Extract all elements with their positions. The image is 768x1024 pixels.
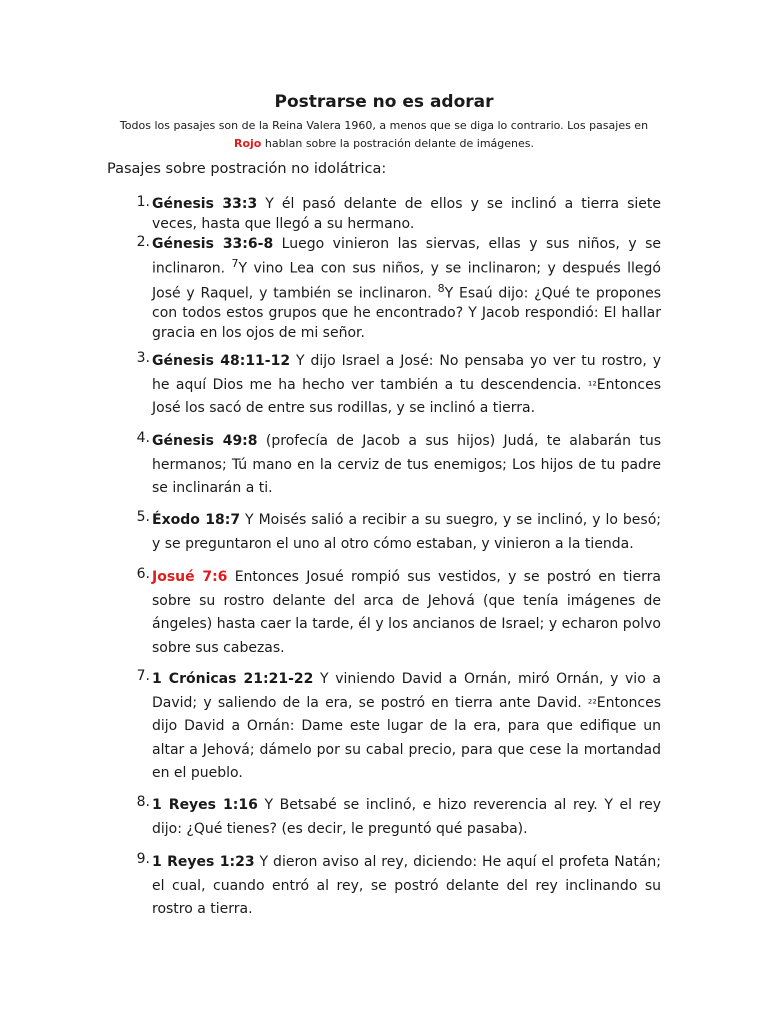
bible-reference: Génesis 33:6-8 [152, 236, 274, 252]
subtitle-red-word: Rojo [234, 137, 262, 150]
list-item-9 [120, 851, 661, 922]
bible-reference: Génesis 49:8 [152, 433, 258, 449]
list-item-6 [120, 566, 661, 660]
item-number: 7. [136, 668, 150, 684]
list-item-1 [120, 194, 661, 234]
item-number: 1. [136, 194, 150, 210]
subtitle-line2: hablan sobre la postración delante de imágenes. [261, 137, 534, 150]
verse-number: ²² [587, 696, 597, 710]
passage-text: Luego vinieron las siervas, ellas y sus niños, y se inclinaron. [152, 236, 661, 277]
bible-reference: Éxodo 18:7 [152, 512, 241, 528]
list-item-7 [120, 668, 661, 786]
item-text [152, 194, 661, 234]
passage-text: Entonces Josué rompió sus vestidos, y se postró en tierra sobre su rostro delante del arca de Jehová (que tenía imágenes de ángeles) hasta caer la tarde, él y los ancianos de Israel; y echaron polvo sobre sus cabezas. [152, 569, 662, 656]
bible-reference: Josué 7:6 [152, 569, 228, 585]
list-item-2 [120, 234, 661, 343]
list-item-3 [120, 350, 661, 421]
passage-text: Entonces José los sacó de entre sus rodillas, y se inclinó a tierra. [152, 376, 661, 416]
item-text [152, 350, 661, 421]
item-number: 4. [136, 430, 150, 446]
passage-text: Y Betsabé se inclinó, e hizo reverencia al rey. Y el rey dijo: ¿Qué tienes? (es decir, le preguntó qué pasaba). [152, 797, 662, 837]
item-text [152, 668, 661, 786]
passage-text: (profecía de Jacob a sus hijos) Judá, te alabarán tus hermanos; Tú mano en la cerviz de tus enemigos; Los hijos de tu padre se inclinarán a ti. [152, 433, 662, 496]
bible-reference: Génesis 33:3 [152, 196, 258, 212]
passage-text: Y dijo Israel a José: No pensaba yo ver tu rostro, y he aquí Dios me ha hecho ver también a tu descendencia. [152, 353, 661, 393]
item-text [152, 509, 661, 556]
subtitle [90, 117, 678, 153]
bible-reference: Génesis 48:11-12 [152, 353, 291, 369]
item-text [152, 430, 661, 501]
verse-number: ¹² [587, 378, 597, 392]
item-number: 2. [136, 234, 150, 250]
passage-text: Y viniendo David a Ornán, miró Ornán, y vio a David; y saliendo de la era, se postró en tierra ante David. [152, 671, 661, 711]
item-text [152, 794, 661, 841]
bible-reference: 1 Reyes 1:23 [152, 854, 255, 870]
item-text [152, 234, 661, 343]
list-item-5 [120, 509, 661, 556]
passage-text: Entonces dijo David a Ornán: Dame este lugar de la era, para que edifique un altar a Jehová; dámelo por su cabal precio, para que cese la mortandad en el pueblo. [152, 694, 661, 781]
page-title: Postrarse no es adorar [274, 92, 494, 112]
passage-text: Y Moisés salió a recibir a su suegro, y se inclinó, y lo besó; y se preguntaron el uno al otro cómo estaban, y vinieron a la tienda. [152, 512, 661, 552]
verse-number: 7 [231, 257, 239, 270]
list-item-4 [120, 430, 661, 501]
item-text [152, 851, 661, 922]
subtitle-line1: Todos los pasajes son de la Reina Valera 1960, a menos que se diga lo contrario. Los pasajes en [119, 119, 649, 132]
item-number: 3. [136, 350, 150, 366]
passage-text: Y Esaú dijo: ¿Qué te propones con todos estos grupos que he encontrado? Y Jacob respondió: El hallar gracia en los ojos de mi señor. [152, 285, 661, 342]
passage-text: Y vino Lea con sus niños, y se inclinaron; y después llegó José y Raquel, y también se inclinaron. [152, 260, 661, 302]
bible-reference: 1 Crónicas 21:21-22 [152, 671, 314, 687]
item-number: 8. [136, 794, 150, 810]
verse-number: 8 [437, 281, 445, 295]
section-heading: Pasajes sobre postración no idolátrica: [107, 161, 387, 177]
bible-reference: 1 Reyes 1:16 [152, 797, 258, 813]
item-number: 9. [136, 851, 150, 867]
passage-text: Y él pasó delante de ellos y se inclinó a tierra siete veces, hasta que llegó a su hermano. [152, 196, 661, 232]
list-item-8 [120, 794, 661, 841]
passage-text: Y dieron aviso al rey, diciendo: He aquí el profeta Natán; el cual, cuando entró al rey, se postró delante del rey inclinando su rostro a tierra. [152, 854, 661, 917]
item-text [152, 566, 661, 660]
item-number: 6. [136, 566, 150, 582]
item-number: 5. [136, 509, 150, 525]
